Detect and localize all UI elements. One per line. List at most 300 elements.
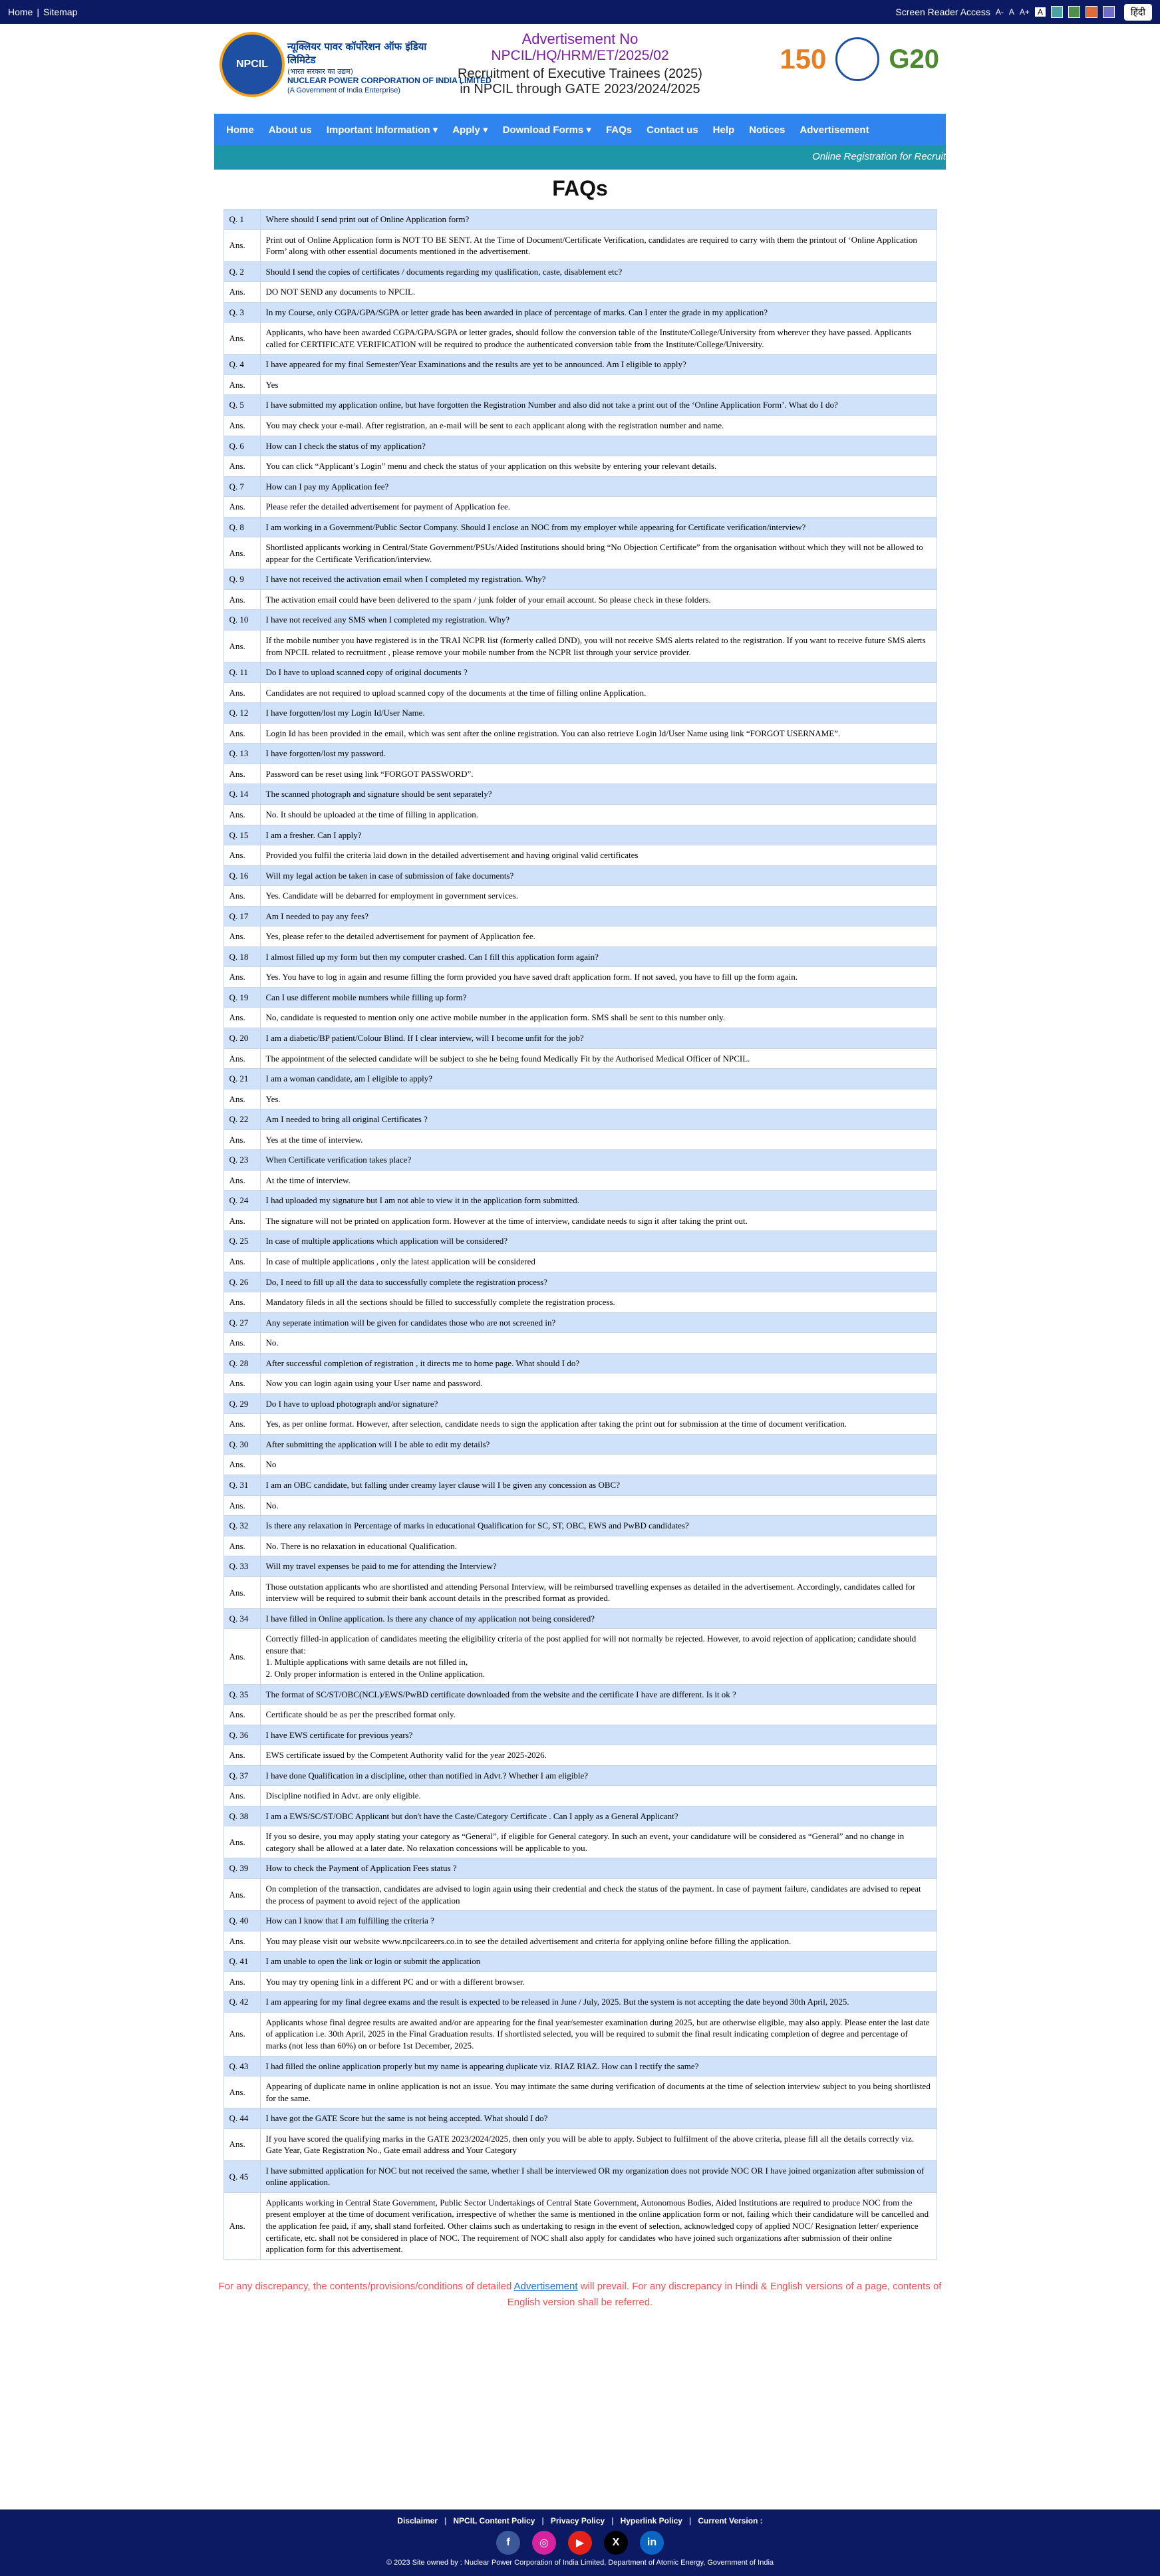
page-title: FAQs (552, 176, 608, 200)
faq-question-row (223, 1191, 937, 1211)
question-text: Do I have to upload photograph and/or signature? (260, 1393, 937, 1414)
theme-swatch-purple[interactable] (1103, 6, 1115, 18)
faq-question-row (223, 569, 937, 590)
answer-text: Yes. You have to log in again and resume filling the form provided you have saved draft application form. If not saved, you have to fill up the form again. (260, 967, 937, 988)
answer-text: Now you can login again using your User name and password. (260, 1373, 937, 1394)
answer-label: Ans. (223, 1786, 260, 1806)
question-number: Q. 13 (223, 744, 260, 764)
faq-question-row (223, 302, 937, 323)
faq-question-row (223, 517, 937, 537)
question-text: How can I check the status of my application? (260, 436, 937, 456)
answer-label: Ans. (223, 631, 260, 662)
answer-text: Please refer the detailed advertisement for payment of Application fee. (260, 497, 937, 517)
screen-reader-link[interactable]: Screen Reader Access (895, 7, 990, 17)
youtube-icon[interactable]: ▶ (568, 2531, 592, 2555)
answer-label: Ans. (223, 927, 260, 947)
faq-answer-row (223, 845, 937, 866)
answer-text: Discipline notified in Advt. are only eligible. (260, 1786, 937, 1806)
faq-answer-row (223, 1826, 937, 1858)
answer-label: Ans. (223, 416, 260, 436)
question-text: I am an OBC candidate, but falling under creamy layer clause will I be given any concession as OBC? (260, 1475, 937, 1496)
question-number: Q. 18 (223, 946, 260, 967)
question-text: After submitting the application will I be able to edit my details? (260, 1434, 937, 1455)
question-number: Q. 23 (223, 1150, 260, 1171)
question-number: Q. 31 (223, 1475, 260, 1496)
faq-question-row (223, 2160, 937, 2192)
theme-swatch-green[interactable] (1068, 6, 1080, 18)
question-text: Am I needed to pay any fees? (260, 906, 937, 927)
question-text: I have got the GATE Score but the same is not being accepted. What should I do? (260, 2108, 937, 2129)
question-text: I had filled the online application properly but my name is appearing duplicate viz. RIAZ RIAZ. How can I rectify the same? (260, 2056, 937, 2076)
answer-label: Ans. (223, 229, 260, 261)
top-home-link[interactable]: Home (8, 7, 33, 17)
footer-link-2[interactable]: Privacy Policy (550, 2516, 605, 2525)
question-text: I am a woman candidate, am I eligible to apply? (260, 1069, 937, 1089)
top-utility-bar (0, 0, 1160, 24)
question-text: I have appeared for my final Semester/Year Examinations and the results are yet to be announced. Am I eligible to apply? (260, 355, 937, 375)
news-ticker (214, 146, 946, 170)
faq-question-row (223, 210, 937, 230)
font-large-button[interactable]: A+ (1019, 7, 1030, 17)
answer-text: Yes. (260, 1089, 937, 1109)
faq-answer-row (223, 537, 937, 569)
question-number: Q. 21 (223, 1069, 260, 1089)
question-number: Q. 32 (223, 1516, 260, 1536)
linkedin-icon[interactable]: in (640, 2531, 664, 2555)
answer-text: Yes, please refer to the detailed advertisement for payment of Application fee. (260, 927, 937, 947)
faq-answer-row (223, 1048, 937, 1069)
faq-question-row (223, 436, 937, 456)
faq-answer-row (223, 374, 937, 395)
question-number: Q. 30 (223, 1434, 260, 1455)
faq-question-row (223, 703, 937, 724)
faq-question-row (223, 1272, 937, 1292)
answer-text: No. (260, 1333, 937, 1354)
faq-question-row (223, 476, 937, 497)
question-number: Q. 28 (223, 1353, 260, 1373)
theme-swatch-teal[interactable] (1051, 6, 1063, 18)
faq-question-row (223, 825, 937, 845)
answer-label: Ans. (223, 1576, 260, 1608)
emblems (780, 37, 939, 81)
answer-label: Ans. (223, 2076, 260, 2108)
faq-answer-row (223, 1333, 937, 1354)
answer-text: Candidates are not required to upload scanned copy of the documents at the time of filling online Application. (260, 682, 937, 703)
disclaimer-part1: For any discrepancy, the contents/provisions/conditions of detailed (218, 2280, 512, 2292)
faq-answer-row (223, 1373, 937, 1394)
answer-label: Ans. (223, 497, 260, 517)
faq-question-row (223, 261, 937, 282)
answer-label: Ans. (223, 1129, 260, 1150)
faq-answer-row (223, 1089, 937, 1109)
hindi-language-button[interactable]: हिंदी (1124, 4, 1152, 21)
faq-question-row (223, 1069, 937, 1089)
faq-answer-row (223, 1705, 937, 1725)
faq-answer-row (223, 229, 937, 261)
faq-question-row (223, 865, 937, 886)
answer-label: Ans. (223, 1048, 260, 1069)
question-number: Q. 42 (223, 1992, 260, 2013)
question-text: Where should I send print out of Online Application form? (260, 210, 937, 230)
answer-text: Certificate should be as per the prescribed format only. (260, 1705, 937, 1725)
question-text: I have forgotten/lost my password. (260, 744, 937, 764)
facebook-icon[interactable]: f (496, 2531, 520, 2555)
social-links (0, 2531, 1160, 2555)
answer-text: Appearing of duplicate name in online application is not an issue. You may intimate the same during verification of documents at the time of selection interview subject to you being shortlisted for the same. (260, 2076, 937, 2108)
answer-text: If the mobile number you have registered is in the TRAI NCPR list (formerly called DND), you will not receive SMS alerts related to the registration. If you want to receive future SMS alerts from NPCIL related to recruitment , please remove your mobile number from the NCPR list through your service provider. (260, 631, 937, 662)
question-number: Q. 24 (223, 1191, 260, 1211)
site-header (214, 24, 946, 114)
theme-swatch-orange[interactable] (1086, 6, 1097, 18)
question-number: Q. 3 (223, 302, 260, 323)
nav-item-5[interactable]: FAQs (605, 124, 633, 136)
faq-question-row (223, 1556, 937, 1577)
question-number: Q. 35 (223, 1684, 260, 1705)
answer-text: EWS certificate issued by the Competent Authority valid for the year 2025-2026. (260, 1745, 937, 1766)
question-text: I have done Qualification in a discipline, other than notified in Advt.? Whether I am eligible? (260, 1765, 937, 1786)
faq-question-row (223, 987, 937, 1008)
faq-question-row (223, 2108, 937, 2129)
faq-answer-row (223, 723, 937, 744)
faq-question-row (223, 906, 937, 927)
question-number: Q. 36 (223, 1725, 260, 1745)
answer-label: Ans. (223, 1931, 260, 1951)
answer-text: No. (260, 1495, 937, 1516)
footer-link-4[interactable]: Current Version : (698, 2516, 763, 2525)
nav-item-7[interactable]: Help (712, 124, 735, 136)
question-text: I have EWS certificate for previous years? (260, 1725, 937, 1745)
answer-label: Ans. (223, 804, 260, 825)
answer-text: Yes. Candidate will be debarred for employment in government services. (260, 886, 937, 907)
top-left-links: Home | Sitemap (8, 7, 78, 17)
answer-text: No. There is no relaxation in educational Qualification. (260, 1536, 937, 1556)
answer-label: Ans. (223, 1292, 260, 1313)
advt-number: NPCIL/HQ/HRM/ET/2025/02 (491, 48, 669, 63)
main-navigation (214, 114, 946, 146)
nav-item-6[interactable]: Contact us (647, 124, 698, 136)
faq-question-row (223, 1434, 937, 1455)
answer-label: Ans. (223, 886, 260, 907)
footer-separator: | (444, 2516, 447, 2525)
question-number: Q. 27 (223, 1312, 260, 1333)
answer-label: Ans. (223, 1745, 260, 1766)
question-text: I have submitted my application online, but have forgotten the Registration Number and also did not take a print out of the ‘Online Application Form’. What do I do? (260, 395, 937, 416)
ticker-text[interactable]: Online Registration for Recruit (812, 151, 946, 162)
faq-answer-row (223, 1576, 937, 1608)
answer-text: Shortlisted applicants working in Central/State Government/PSUs/Aided Institutions should bring “No Objection Certificate” from the organisation without which they will not be allowed to appear for the Certificate Verification/interview. (260, 537, 937, 569)
question-number: Q. 25 (223, 1231, 260, 1252)
footer-link-0[interactable]: Disclaimer (397, 2516, 438, 2525)
faq-answer-row (223, 1495, 937, 1516)
question-number: Q. 33 (223, 1556, 260, 1577)
question-text: I am a diabetic/BP patient/Colour Blind. If I clear interview, will I become unfit for the job? (260, 1028, 937, 1048)
nav-item-9[interactable]: Advertisement (799, 124, 869, 136)
question-number: Q. 44 (223, 2108, 260, 2129)
question-text: How can I pay my Application fee? (260, 476, 937, 497)
answer-text: If you have scored the qualifying marks in the GATE 2023/2024/2025, then only you will be able to apply. Subject to fulfilment of the above criteria, please fill all the details correctly viz. Gate Year, Gate Registration No., Gate email address and Your Category (260, 2128, 937, 2160)
answer-label: Ans. (223, 2192, 260, 2259)
question-number: Q. 40 (223, 1911, 260, 1932)
faq-question-row (223, 1028, 937, 1048)
disclaimer-text (214, 2279, 946, 2311)
question-number: Q. 43 (223, 2056, 260, 2076)
answer-text: You may please visit our website www.npcilcareers.co.in to see the detailed advertisement and criteria for applying online before filling the application. (260, 1931, 937, 1951)
footer-link-3[interactable]: Hyperlink Policy (620, 2516, 682, 2525)
question-number: Q. 37 (223, 1765, 260, 1786)
question-number: Q. 9 (223, 569, 260, 590)
question-text: After successful completion of registration , it directs me to home page. What should I do? (260, 1353, 937, 1373)
question-text: Am I needed to bring all original Certificates ? (260, 1109, 937, 1130)
answer-text: No (260, 1455, 937, 1475)
answer-label: Ans. (223, 723, 260, 744)
faq-answer-row (223, 1008, 937, 1028)
copyright-text: © 2023 Site owned by : Nuclear Power Corporation of India Limited, Department of Atomic Energy, Government of India (386, 2559, 774, 2567)
font-normal-button[interactable]: A (1008, 7, 1014, 17)
question-text: I have not received the activation email when I completed my registration. Why? (260, 569, 937, 590)
answer-label: Ans. (223, 2128, 260, 2160)
answer-text: The signature will not be printed on application form. However at the time of interview, candidate needs to sign it after taking the print out. (260, 1211, 937, 1231)
faq-answer-row (223, 1211, 937, 1231)
faq-question-row (223, 1516, 937, 1536)
org-name-hindi (287, 40, 427, 76)
logo-text: NPCIL (236, 59, 268, 70)
question-text: I have not received any SMS when I completed my registration. Why? (260, 610, 937, 631)
faq-question-row (223, 1150, 937, 1171)
question-number: Q. 6 (223, 436, 260, 456)
answer-text: Yes (260, 374, 937, 395)
footer-separator: | (611, 2516, 614, 2525)
faq-answer-row (223, 589, 937, 610)
question-text: Can I use different mobile numbers while filling up form? (260, 987, 937, 1008)
answer-label: Ans. (223, 1251, 260, 1272)
footer-separator: | (541, 2516, 544, 2525)
answer-label: Ans. (223, 589, 260, 610)
question-text: Should I send the copies of certificates / documents regarding my qualification, caste, disablement etc? (260, 261, 937, 282)
faq-answer-row (223, 927, 937, 947)
faq-answer-row (223, 456, 937, 477)
answer-label: Ans. (223, 1971, 260, 1992)
faq-answer-row (223, 282, 937, 303)
question-text: Will my legal action be taken in case of submission of fake documents? (260, 865, 937, 886)
answer-label: Ans. (223, 374, 260, 395)
answer-label: Ans. (223, 1008, 260, 1028)
question-number: Q. 15 (223, 825, 260, 845)
faq-answer-row (223, 416, 937, 436)
org-name-english: NUCLEAR POWER CORPORATION OF INDIA LIMITED (287, 76, 492, 85)
answer-text: The appointment of the selected candidate will be subject to she he being found Medically Fit by the Authorised Medical Officer of NPCIL. (260, 1048, 937, 1069)
answer-text: Yes at the time of interview. (260, 1129, 937, 1150)
faq-question-row (223, 1951, 937, 1972)
faq-question-row (223, 744, 937, 764)
answer-text: Correctly filled-in application of candidates meeting the eligibility criteria of the post applied for will not normally be rejected. However, to avoid rejection of application; candidate should ensure that: 1. Multiple applications with same details are not filled in, 2. Only proper information is entered in the Online application. (260, 1629, 937, 1684)
answer-text: Applicants, who have been awarded CGPA/GPA/SGPA or letter grades, should follow the conversion table of the Institute/College/University from wherever they have passed. Applicants called for CERTIFICATE VERIFICATION will be required to produce the authenticated conversion table from the Institute/College/University. (260, 323, 937, 355)
answer-label: Ans. (223, 1826, 260, 1858)
answer-text: Provided you fulfil the criteria laid down in the detailed advertisement and having original valid certificates (260, 845, 937, 866)
answer-text: DO NOT SEND any documents to NPCIL. (260, 282, 937, 303)
answer-text: Those outstation applicants who are shortlisted and attending Personal Interview, will be reimbursed travelling expenses as detailed in the advertisement. Accordingly, candidates called for interview will be required to submit their bank account details in the prescribed format as provided. (260, 1576, 937, 1608)
answer-label: Ans. (223, 1333, 260, 1354)
question-number: Q. 5 (223, 395, 260, 416)
question-text: I had uploaded my signature but I am not able to view it in the application form submitted. (260, 1191, 937, 1211)
answer-label: Ans. (223, 1373, 260, 1394)
faq-answer-row (223, 1455, 937, 1475)
faq-answer-row (223, 804, 937, 825)
faq-question-row (223, 1109, 937, 1130)
answer-label: Ans. (223, 682, 260, 703)
question-number: Q. 7 (223, 476, 260, 497)
question-number: Q. 1 (223, 210, 260, 230)
faq-question-row (223, 610, 937, 631)
footer-separator: | (688, 2516, 692, 2525)
question-text: The scanned photograph and signature should be sent separately? (260, 784, 937, 805)
faq-answer-row (223, 2012, 937, 2056)
question-text: Do, I need to fill up all the data to successfully complete the registration process? (260, 1272, 937, 1292)
answer-text: No, candidate is requested to mention only one active mobile number in the application form. SMS shall be sent to this number only. (260, 1008, 937, 1028)
answer-label: Ans. (223, 537, 260, 569)
answer-text: Applicants working in Central State Government, Public Sector Undertakings of Central State Government, Autonomous Bodies, Aided Institutions are required to produce NOC from the present employer at the time of document verification, irrespective of whether the same is mentioned in the online application form or not, failing which their candidature will be cancelled and the application fee paid, if any, shall stand forfeited. Other claims such as undertaking to resign in the event of selection, acknowledged copy of applied NOC/ Resignation letter/ experience certificate, etc. shall not be considered in place of NOC. The requirement of NOC shall also apply for candidates who have joined such organizations after submission of their online application form for this advertisement. (260, 2192, 937, 2259)
nav-item-0[interactable]: Home (226, 124, 254, 136)
g20-emblem: G20 (889, 44, 939, 74)
faq-question-row (223, 1992, 937, 2013)
faq-answer-row (223, 1170, 937, 1191)
faq-question-row (223, 1765, 937, 1786)
top-right-tools (895, 4, 1152, 21)
faq-question-row (223, 1475, 937, 1496)
faq-answer-row (223, 1251, 937, 1272)
advt-description: Recruitment of Executive Trainees (2025) in NPCIL through GATE 2023/2024/2025 (458, 67, 702, 96)
org-hindi-sub: (भारत सरकार का उद्यम) (287, 67, 353, 76)
answer-text: You may try opening link in a different PC and or with a different browser. (260, 1971, 937, 1992)
org-subtitle-english: (A Government of India Enterprise) (287, 86, 400, 94)
question-text: Any seperate intimation will be given for candidates those who are not screened in? (260, 1312, 937, 1333)
faq-question-row (223, 355, 937, 375)
faq-question-row (223, 1806, 937, 1826)
question-text: How can I know that I am fulfilling the criteria ? (260, 1911, 937, 1932)
x-icon[interactable]: X (604, 2531, 628, 2555)
contrast-button[interactable]: A (1035, 7, 1046, 17)
nav-item-1[interactable]: About us (268, 124, 312, 136)
answer-label: Ans. (223, 1629, 260, 1684)
faq-answer-row (223, 1536, 937, 1556)
question-number: Q. 29 (223, 1393, 260, 1414)
answer-text: Mandatory fileds in all the sections should be filled to successfully complete the registration process. (260, 1292, 937, 1313)
question-text: I am a fresher. Can I apply? (260, 825, 937, 845)
answer-text: No. It should be uploaded at the time of filling in application. (260, 804, 937, 825)
150-years-emblem: 150 (780, 43, 827, 74)
faq-answer-row (223, 1786, 937, 1806)
question-text: In case of multiple applications which application will be considered? (260, 1231, 937, 1252)
question-number: Q. 34 (223, 1608, 260, 1629)
faq-answer-row (223, 886, 937, 907)
faq-answer-row (223, 1745, 937, 1766)
question-number: Q. 4 (223, 355, 260, 375)
org-hindi-line: न्यूक्लियर पावर कॉर्पोरेशन ऑफ इंडिया लिमिटेड (287, 41, 427, 66)
nav-item-2[interactable]: Important Information ▾ (326, 124, 438, 136)
question-text: Do I have to upload scanned copy of original documents ? (260, 662, 937, 683)
instagram-icon[interactable]: ◎ (532, 2531, 556, 2555)
faq-answer-row (223, 2128, 937, 2160)
question-text: I am a EWS/SC/ST/OBC Applicant but don't have the Caste/Category Certificate . Can I apply as a General Applicant? (260, 1806, 937, 1826)
question-text: I am appearing for my final degree exams and the result is expected to be released in June / July, 2025. But the system is not accepting the date beyond 30th April, 2025. (260, 1992, 937, 2013)
faq-answer-row (223, 1971, 937, 1992)
question-text: Is there any relaxation in Percentage of marks in educational Qualification for SC, ST, OBC, EWS and PwBD candidates? (260, 1516, 937, 1536)
faq-answer-row (223, 1931, 937, 1951)
faq-question-row (223, 1858, 937, 1879)
faq-question-row (223, 2056, 937, 2076)
faq-question-row (223, 1911, 937, 1932)
question-number: Q. 8 (223, 517, 260, 537)
faq-answer-row (223, 1129, 937, 1150)
question-text: The format of SC/ST/OBC(NCL)/EWS/PwBD certificate downloaded from the website and the certificate I have are different. Is it ok ? (260, 1684, 937, 1705)
faq-answer-row (223, 1629, 937, 1684)
faq-question-row (223, 784, 937, 805)
faq-answer-row (223, 497, 937, 517)
faq-table (223, 209, 937, 2260)
answer-label: Ans. (223, 967, 260, 988)
question-number: Q. 45 (223, 2160, 260, 2192)
faq-question-row (223, 1231, 937, 1252)
answer-label: Ans. (223, 1536, 260, 1556)
answer-text: In case of multiple applications , only the latest application will be considered (260, 1251, 937, 1272)
advertisement-heading (454, 31, 706, 97)
advertisement-link[interactable]: Advertisement (513, 2280, 578, 2292)
answer-label: Ans. (223, 2012, 260, 2056)
answer-label: Ans. (223, 1705, 260, 1725)
faq-answer-row (223, 323, 937, 355)
answer-text: Applicants whose final degree results are awaited and/or are appearing for the final year/semester examination during 2025, but are otherwise eligible, may also apply. Please enter the last date of application i.e. 30th April, 2025 in the Final Graduation results. If shortlisted selected, you will be required to submit the final result indicating completion of degree and percentage of marks (not less than 60%) on or before 1st December, 2025. (260, 2012, 937, 2056)
question-number: Q. 38 (223, 1806, 260, 1826)
answer-text: On completion of the transaction, candidates are advised to login again using their credential and check the status of the payment. In case of payment failure, candidates are advised to repeat the process of payment to avoid reject of the application (260, 1879, 937, 1911)
answer-label: Ans. (223, 1089, 260, 1109)
answer-label: Ans. (223, 456, 260, 477)
answer-text: You may check your e-mail. After registration, an e-mail will be sent to each applicant along with the registration number and name. (260, 416, 937, 436)
question-text: I am unable to open the link or login or submit the application (260, 1951, 937, 1972)
question-number: Q. 2 (223, 261, 260, 282)
answer-text: Print out of Online Application form is NOT TO BE SENT. At the Time of Document/Certificate Verification, candidates are required to carry with them the printout of ‘Online Application Form’ along with other essential documents mentioned in the advertisement. (260, 229, 937, 261)
nav-item-4[interactable]: Download Forms ▾ (502, 124, 591, 136)
question-number: Q. 16 (223, 865, 260, 886)
top-sitemap-link[interactable]: Sitemap (43, 7, 78, 17)
answer-label: Ans. (223, 1495, 260, 1516)
question-text: I am working in a Government/Public Sector Company. Should I enclose an NOC from my employer while appearing for Certificate verification/interview? (260, 517, 937, 537)
faq-answer-row (223, 2192, 937, 2259)
question-number: Q. 41 (223, 1951, 260, 1972)
question-number: Q. 19 (223, 987, 260, 1008)
faq-question-row (223, 1684, 937, 1705)
question-text: Will my travel expenses be paid to me for attending the Interview? (260, 1556, 937, 1577)
faq-answer-row (223, 1292, 937, 1313)
answer-text: Yes, as per online format. However, after selection, candidate needs to sign the application after taking the print out for submission at the time of document verification. (260, 1414, 937, 1435)
npcil-logo[interactable] (219, 32, 285, 97)
question-text: I have filled in Online application. Is there any chance of my application not being considered? (260, 1608, 937, 1629)
question-number: Q. 20 (223, 1028, 260, 1048)
question-text: I have forgotten/lost my Login Id/User Name. (260, 703, 937, 724)
answer-text: Login Id has been provided in the email, which was sent after the online registration. You can also retrieve Login Id/User Name using link “FORGOT USERNAME”. (260, 723, 937, 744)
question-number: Q. 39 (223, 1858, 260, 1879)
question-number: Q. 11 (223, 662, 260, 683)
question-text: How to check the Payment of Application Fees status ? (260, 1858, 937, 1879)
nav-item-8[interactable]: Notices (749, 124, 786, 136)
nav-item-3[interactable]: Apply ▾ (452, 124, 488, 136)
footer-link-1[interactable]: NPCIL Content Policy (453, 2516, 535, 2525)
disclaimer-part2: will prevail. For any discrepancy in Hindi & English versions of a page, contents of English version shall be referred. (507, 2280, 942, 2308)
question-number: Q. 14 (223, 784, 260, 805)
faq-question-row (223, 1393, 937, 1414)
question-text: I have submitted application for NOC but not received the same, whether I shall be interviewed OR my organization does not provide NOC OR I have joined organization after submission of online application. (260, 2160, 937, 2192)
font-small-button[interactable]: A- (995, 7, 1004, 17)
advt-line1: Advertisement No (521, 31, 639, 47)
faq-answer-row (223, 1414, 937, 1435)
